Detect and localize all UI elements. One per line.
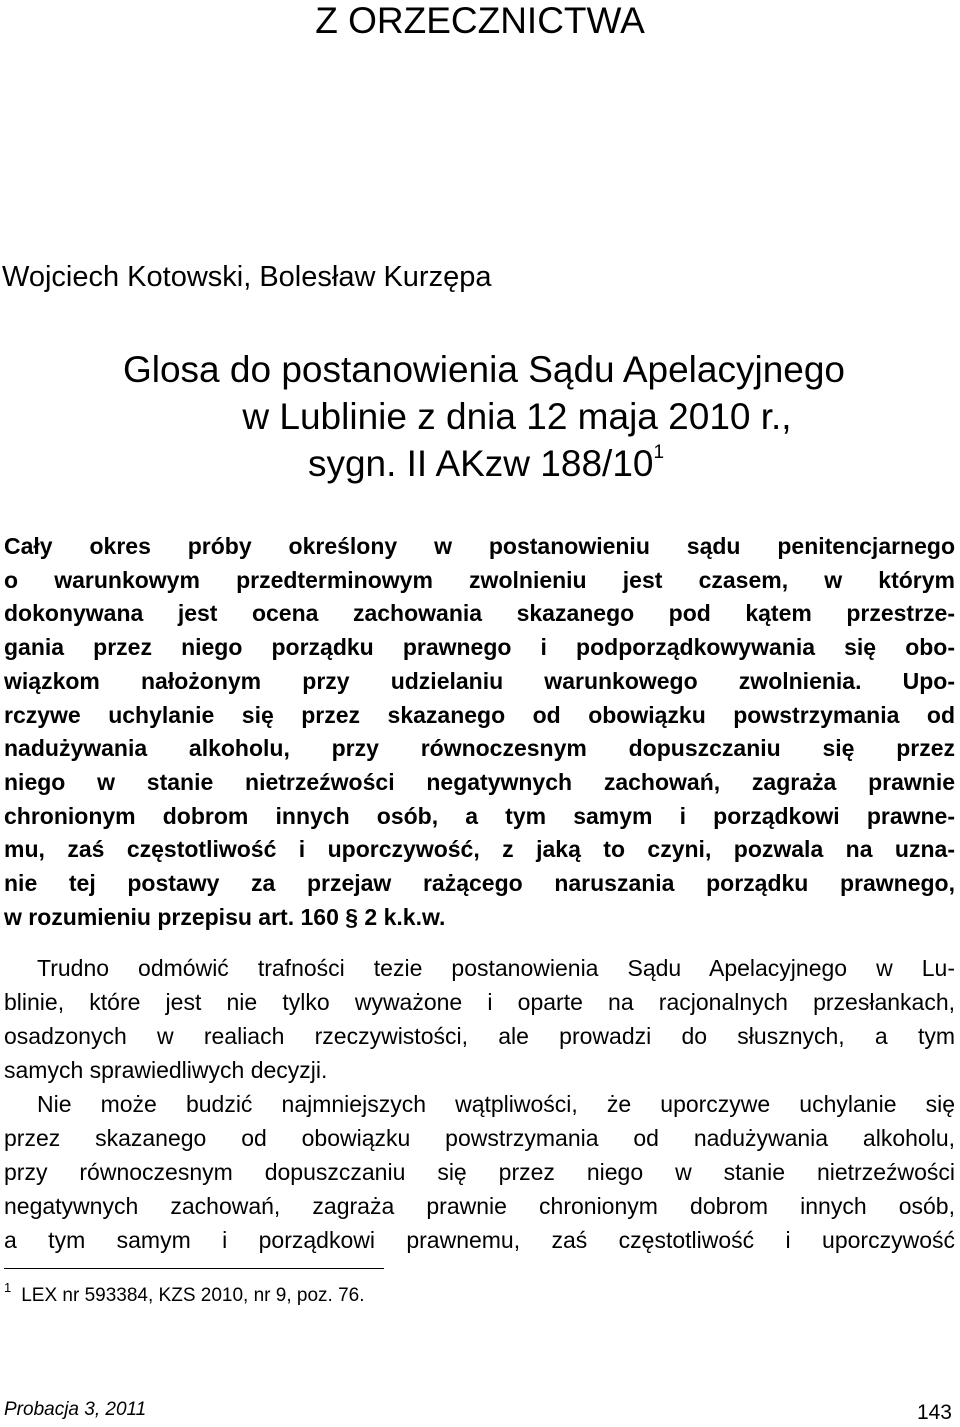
body-line: osadzonych w realiach rzeczywistości, ale prowadzi do słusznych, a tym	[4, 1023, 955, 1049]
title-line: Glosa do postanowienia Sądu Apelacyjnego	[122, 349, 846, 390]
thesis-line: niego w stanie nietrzeźwości negatywnych zachowań, zagraża prawnie	[4, 768, 955, 795]
body-line: samych sprawiedliwych decyzji.	[4, 1057, 328, 1083]
thesis-paragraph	[4, 530, 955, 934]
thesis-line: w rozumieniu przepisu art. 160 § 2 k.k.w.	[4, 903, 446, 930]
body-line: Trudno odmówić trafności tezie postanowienia Sądu Apelacyjnego w Lu-	[37, 955, 955, 981]
body-line: a tym samym i porządkowi prawnemu, zaś częstotliwość i uporczywość	[4, 1227, 955, 1253]
thesis-line: dokonywana jest ocena zachowania skazanego pod kątem przestrze-	[4, 600, 955, 627]
thesis-line: nadużywania alkoholu, przy równoczesnym dopuszczaniu się przez	[4, 735, 955, 762]
thesis-line: nie tej postawy za przejaw rażącego naruszania porządku prawnego,	[4, 870, 955, 897]
section-heading: Z ORZECZNICTWA	[315, 0, 645, 41]
article-authors: Wojciech Kotowski, Bolesław Kurzępa	[2, 261, 492, 293]
thesis-line: wiązkom nałożonym przy udzielaniu warunkowego zwolnienia. Upo-	[4, 667, 955, 694]
title-line-text: sygn. II AKzw 188/10	[307, 443, 654, 484]
article-title	[0, 346, 960, 487]
thesis-line: o warunkowym przedterminowym zwolnieniu jest czasem, w którym	[4, 566, 955, 593]
footnote-divider	[4, 1268, 384, 1269]
body-line: przez skazanego od obowiązku powstrzymania od nadużywania alkoholu,	[4, 1125, 955, 1151]
footer-journal: Probacja 3, 2011	[4, 1399, 147, 1420]
footnote-mark: 1	[4, 1280, 12, 1295]
page-number: 143	[916, 1401, 952, 1424]
thesis-line: gania przez niego porządku prawnego i podporządkowywania się obo-	[4, 634, 955, 661]
title-line: w Lublinie z dnia 12 maja 2010 r.,	[242, 396, 792, 437]
footnote	[4, 1280, 365, 1309]
body-line: negatywnych zachowań, zagraża prawnie chronionym dobrom innych osób,	[4, 1193, 955, 1219]
body-line: przy równoczesnym dopuszczaniu się przez niego w stanie nietrzeźwości	[4, 1159, 955, 1185]
thesis-line: chronionym dobrom innych osób, a tym samym i porządkowi prawne-	[4, 802, 955, 829]
title-line	[0, 440, 960, 487]
body-text	[4, 951, 955, 1257]
footnote-text: LEX nr 593384, KZS 2010, nr 9, poz. 76.	[21, 1285, 365, 1306]
body-line: Nie może budzić najmniejszych wątpliwości, że uporczywe uchylanie się	[37, 1091, 955, 1117]
title-footnote-mark: 1	[653, 442, 665, 463]
thesis-line: Cały okres próby określony w postanowieniu sądu penitencjarnego	[4, 533, 955, 559]
thesis-line: mu, zaś częstotliwość i uporczywość, z jaką to czyni, pozwala na uzna-	[4, 836, 955, 863]
body-line: blinie, które jest nie tylko wyważone i oparte na racjonalnych przesłankach,	[4, 989, 955, 1015]
thesis-line: rczywe uchylanie się przez skazanego od obowiązku powstrzymania od	[4, 701, 955, 728]
